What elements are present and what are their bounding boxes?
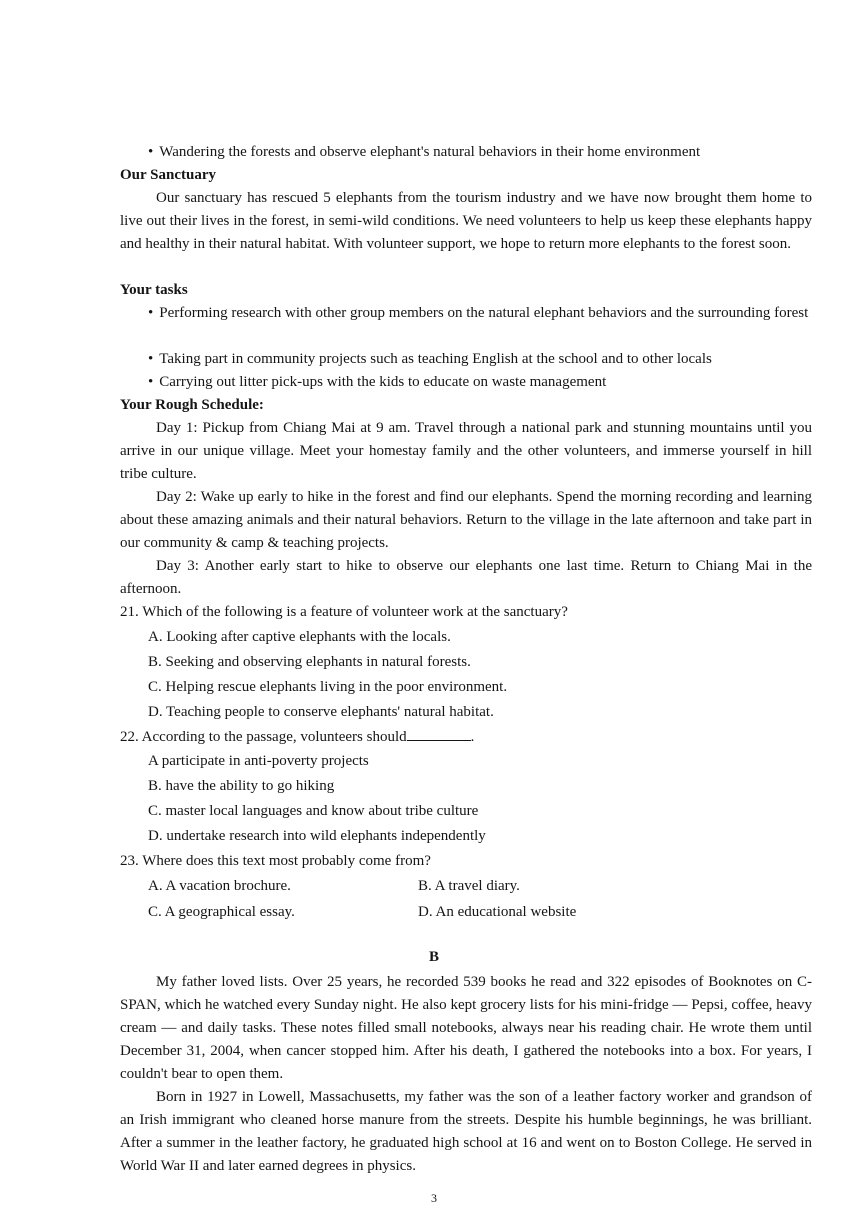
question-22-option-b: B. have the ability to go hiking (148, 778, 335, 794)
section-b-label: B (428, 949, 439, 965)
sanctuary-heading: Our Sanctuary (120, 167, 216, 183)
intro-bullet: • Wandering the forests and observe elephant's natural behaviors in their home environment (148, 141, 812, 164)
task-item: • Taking part in community projects such as teaching English at the school and to other locals (148, 348, 812, 371)
question-22-option-c: C. master local languages and know about tribe culture (148, 803, 479, 819)
schedule-day-3: Day 3: Another early start to hike to observe our elephants one last time. Return to Chiang Mai in the afternoon. (120, 558, 812, 597)
question-23-option-d: D. An educational website (418, 904, 577, 920)
task-item: • Performing research with other group members on the natural elephant behaviors and the surrounding forest (148, 302, 812, 325)
tasks-heading: Your tasks (120, 282, 188, 298)
question-23-option-a: A. A vacation brochure. (148, 878, 291, 894)
question-23-option-b: B. A travel diary. (418, 878, 520, 894)
question-22-stem: 22. According to the passage, volunteers should (120, 729, 407, 745)
question-21-option-a: A. Looking after captive elephants with the locals. (148, 629, 451, 645)
sanctuary-paragraph: Our sanctuary has rescued 5 elephants from the tourism industry and we have now brought them home to live out their lives in the forest, in semi-wild conditions. We need volunteers to help us keep these elephants happy and healthy in their natural habitat. With volunteer support, we hope to return more elephants to the forest soon. (120, 190, 812, 252)
question-22-stem-end: . (470, 729, 475, 745)
question-21-option-d: D. Teaching people to conserve elephants' natural habitat. (148, 704, 494, 720)
answer-blank (407, 725, 471, 741)
question-21-option-c: C. Helping rescue elephants living in the poor environment. (148, 679, 508, 695)
question-22-option-d: D. undertake research into wild elephants independently (148, 828, 486, 844)
question-21-option-b: B. Seeking and observing elephants in natural forests. (148, 654, 471, 670)
task-item: • Carrying out litter pick-ups with the kids to educate on waste management (148, 371, 812, 394)
question-22-option-a: A participate in anti-poverty projects (148, 753, 369, 769)
schedule-day-1: Day 1: Pickup from Chiang Mai at 9 am. Travel through a national park and stunning mountains until you arrive in our unique village. Meet your homestay family and the other volunteers, and immerse yourself in hill tribe culture. (120, 420, 812, 482)
question-22 (120, 725, 474, 749)
section-b-paragraph-1: My father loved lists. Over 25 years, he recorded 539 books he read and 322 episodes of Booknotes on C-SPAN, which he watched every Sunday night. He also kept grocery lists for his mini-fridge — Pepsi, coffee, heavy cream — and daily tasks. These notes filled small notebooks, always near his reading chair. He wrote them until December 31, 2004, when cancer stopped him. After his death, I gathered the notebooks into a box. For years, I couldn't bear to open them. (120, 974, 812, 1082)
page-number: 3 (431, 1191, 437, 1205)
question-23-option-c: C. A geographical essay. (148, 904, 295, 920)
schedule-heading: Your Rough Schedule: (120, 397, 264, 413)
schedule-day-2: Day 2: Wake up early to hike in the forest and find our elephants. Spend the morning recording and learning about these amazing animals and their natural behaviors. Return to the village in the late afternoon and take part in our community & camp & teaching projects. (120, 489, 812, 551)
question-21: 21. Which of the following is a feature of volunteer work at the sanctuary? (120, 604, 568, 620)
question-23: 23. Where does this text most probably come from? (120, 853, 431, 869)
section-b-paragraph-2: Born in 1927 in Lowell, Massachusetts, my father was the son of a leather factory worker and grandson of an Irish immigrant who cleaned horse manure from the streets. Despite his humble beginnings, he was brilliant. After a summer in the leather factory, he graduated high school at 16 and went on to Boston College. He served in World War II and later earned degrees in physics. (120, 1089, 812, 1174)
